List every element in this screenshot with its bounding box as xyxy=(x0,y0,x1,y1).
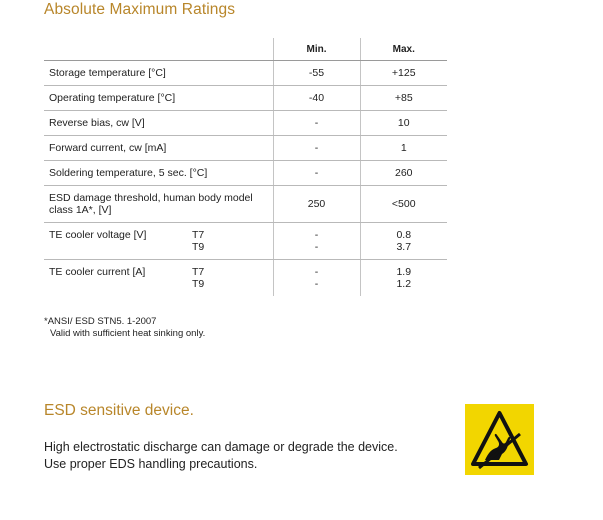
table-row xyxy=(44,223,447,260)
esd-title: ESD sensitive device. xyxy=(44,402,194,419)
max-value: 3.7 xyxy=(396,241,412,253)
footnote: Valid with sufficient heat sinking only. xyxy=(50,328,206,339)
max-cell: +125 xyxy=(360,61,447,86)
param-label: TE cooler current [A] xyxy=(49,266,146,278)
param-cell: Reverse bias, cw [V] xyxy=(44,111,273,136)
max-header: Max. xyxy=(360,38,447,61)
min-cell: -40 xyxy=(273,86,360,111)
min-cell xyxy=(273,260,360,297)
esd-description xyxy=(44,439,398,473)
min-value: - xyxy=(314,241,319,253)
variant-label: T9 xyxy=(192,241,205,253)
variant-label: T7 xyxy=(192,229,205,241)
table-header-row xyxy=(44,38,447,61)
esd-line: Use proper EDS handling precautions. xyxy=(44,457,258,471)
table-row xyxy=(44,86,447,111)
table-row xyxy=(44,161,447,186)
max-value: 1.2 xyxy=(396,278,412,290)
param-cell xyxy=(44,223,273,260)
max-cell: 10 xyxy=(360,111,447,136)
max-cell xyxy=(360,223,447,260)
footnotes xyxy=(44,316,205,340)
param-cell: Storage temperature [°C] xyxy=(44,61,273,86)
variant-label: T9 xyxy=(192,278,205,290)
max-value: 1.9 xyxy=(396,266,412,278)
max-cell: <500 xyxy=(360,186,447,223)
param-label: TE cooler voltage [V] xyxy=(49,229,147,241)
min-value: - xyxy=(314,278,319,290)
max-cell: 260 xyxy=(360,161,447,186)
min-cell: - xyxy=(273,111,360,136)
table-row xyxy=(44,186,447,223)
min-value: - xyxy=(314,229,319,241)
max-cell: 1 xyxy=(360,136,447,161)
table-row xyxy=(44,136,447,161)
esd-warning-icon xyxy=(465,404,534,475)
variant-label: T7 xyxy=(192,266,205,278)
param-header xyxy=(44,38,273,61)
param-cell: Soldering temperature, 5 sec. [°C] xyxy=(44,161,273,186)
section-title: Absolute Maximum Ratings xyxy=(44,1,236,18)
min-cell: -55 xyxy=(273,61,360,86)
table-row xyxy=(44,61,447,86)
min-cell: - xyxy=(273,161,360,186)
min-cell xyxy=(273,223,360,260)
table-row xyxy=(44,260,447,297)
max-value: 0.8 xyxy=(396,229,412,241)
table-row xyxy=(44,111,447,136)
max-cell: +85 xyxy=(360,86,447,111)
min-cell: 250 xyxy=(273,186,360,223)
esd-line: High electrostatic discharge can damage or degrade the device. xyxy=(44,440,398,454)
min-cell: - xyxy=(273,136,360,161)
param-cell xyxy=(44,260,273,297)
footnote: *ANSI/ ESD STN5. 1-2007 xyxy=(44,316,157,327)
min-value: - xyxy=(314,266,319,278)
param-cell: Forward current, cw [mA] xyxy=(44,136,273,161)
ratings-table xyxy=(44,38,447,296)
min-header: Min. xyxy=(273,38,360,61)
param-cell: ESD damage threshold, human body model class 1A*, [V] xyxy=(44,186,273,223)
param-cell: Operating temperature [°C] xyxy=(44,86,273,111)
max-cell xyxy=(360,260,447,297)
